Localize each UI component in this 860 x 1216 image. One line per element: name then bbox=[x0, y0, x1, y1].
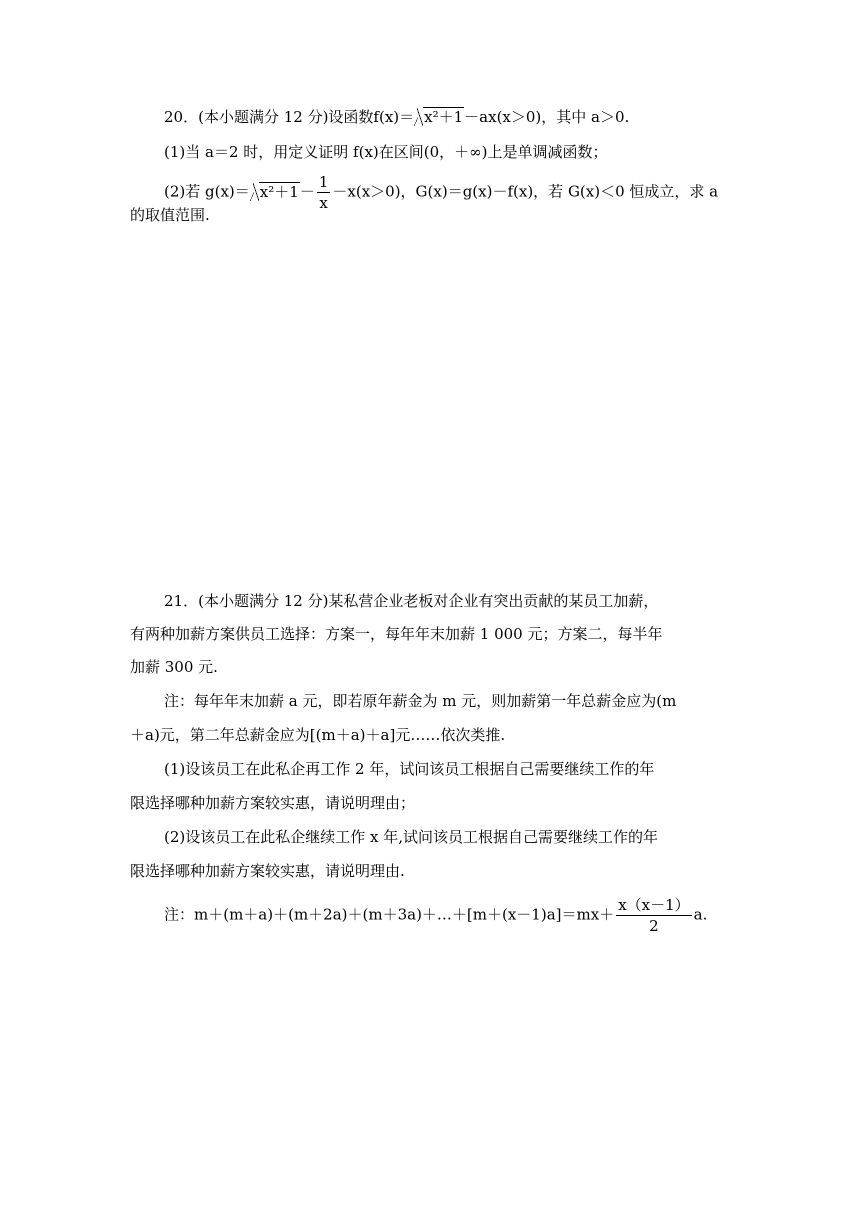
q21-line3: 加薪 300 元. bbox=[130, 658, 218, 676]
q21-note2-line bbox=[164, 895, 707, 936]
q21-note2-lhs: 注：m＋(m＋a)＋(m＋2a)＋(m＋3a)＋…＋[m＋(x－1)a]＝mx＋ bbox=[164, 905, 615, 924]
sqrt-symbol bbox=[414, 106, 464, 128]
q20-radicand: x²＋1 bbox=[424, 108, 464, 126]
fraction-numerator: x（x－1） bbox=[618, 896, 690, 914]
q20-header-line bbox=[164, 106, 629, 128]
q21-part2-b: 限选择哪种加薪方案较实惠，请说明理由. bbox=[130, 862, 405, 880]
fraction-numerator: 1 bbox=[318, 173, 329, 191]
q21-note2-end: a. bbox=[693, 905, 708, 924]
q21-note1-b: ＋a)元，第二年总薪金应为[(m＋a)＋a]元……依次类推. bbox=[130, 726, 506, 744]
fraction-denominator: x bbox=[319, 194, 328, 212]
q20-fraction bbox=[317, 172, 331, 213]
sqrt-symbol bbox=[250, 181, 300, 203]
fraction-denominator: 2 bbox=[649, 917, 659, 935]
q21-part1-a: (1)设该员工在此私企再工作 2 年，试问该员工根据自己需要继续工作的年 bbox=[164, 760, 655, 778]
q21-note1-a: 注：每年年末加薪 a 元，即若原年薪金为 m 元，则加薪第一年总薪金应为(m bbox=[164, 692, 677, 710]
q21-part2-a: (2)设该员工在此私企继续工作 x 年,试问该员工根据自己需要继续工作的年 bbox=[164, 828, 659, 846]
q21-part1-b: 限选择哪种加薪方案较实惠，请说明理由； bbox=[130, 794, 416, 812]
q21-note2-fraction bbox=[616, 895, 691, 936]
q20-part2-start: (2)若 g(x)＝ bbox=[164, 182, 250, 201]
q21-line2: 有两种加薪方案供员工选择：方案一，每年年末加薪 1 000 元；方案二，每半年 bbox=[130, 625, 663, 643]
q20-part2-minus: － bbox=[299, 182, 315, 201]
q20-part2-line bbox=[164, 172, 718, 213]
q20-header: 20．(本小题满分 12 分)设函数 bbox=[164, 108, 374, 126]
q20-part1: (1)当 a＝2 时，用定义证明 f(x)在区间(0，＋∞)上是单调减函数； bbox=[164, 143, 608, 161]
q20-part2-radicand: x²＋1 bbox=[259, 182, 299, 201]
q20-fx: f(x)＝ bbox=[373, 108, 415, 126]
q20-part2-rest: －x(x＞0)，G(x)＝g(x)－f(x)，若 G(x)＜0 恒成立，求 a bbox=[332, 182, 719, 201]
q20-header-tail: －ax(x＞0)，其中 a＞0. bbox=[464, 108, 630, 126]
q21-line1: 21．(本小题满分 12 分)某私营企业老板对企业有突出贡献的某员工加薪， bbox=[164, 592, 659, 610]
q20-part2-line2: 的取值范围. bbox=[130, 206, 210, 224]
